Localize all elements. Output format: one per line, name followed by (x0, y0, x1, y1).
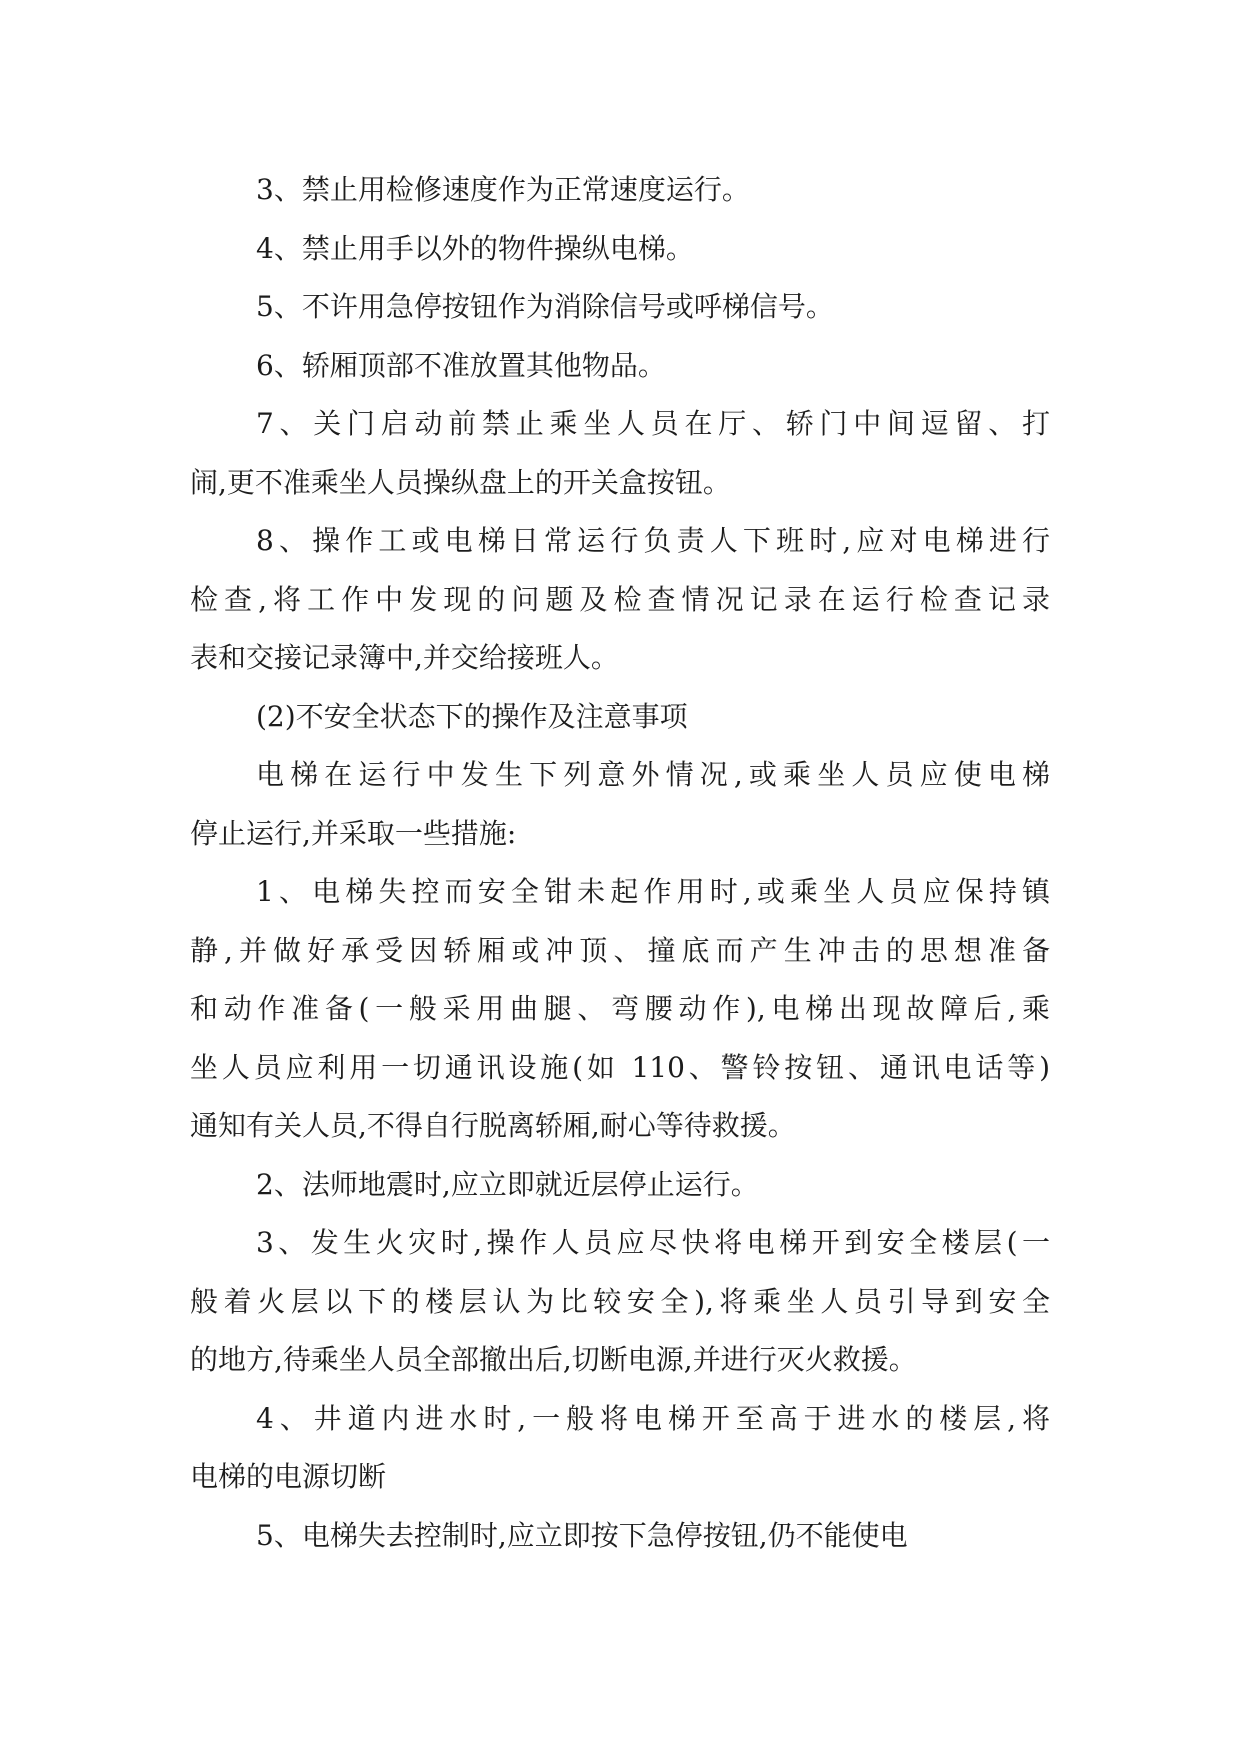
text-line: 电梯的电源切断 (190, 1460, 387, 1493)
paragraph (190, 278, 1050, 337)
paragraph (190, 161, 1050, 220)
paragraph (190, 688, 1050, 747)
text-line: 6、轿厢顶部不准放置其他物品。 (256, 348, 666, 382)
paragraph (190, 863, 1050, 1156)
text-line: 静,并做好承受因轿厢或冲顶、撞底而产生冲击的思想准备 (190, 933, 1050, 967)
paragraph (190, 220, 1050, 279)
document-body (190, 161, 1050, 1565)
paragraph (190, 512, 1050, 688)
text-line: 坐人员应利用一切通讯设施(如 110、警铃按钮、通讯电话等) (190, 1050, 1050, 1084)
paragraph (190, 1214, 1050, 1390)
paragraph (190, 746, 1050, 863)
text-line: 检查,将工作中发现的问题及检查情况记录在运行检查记录 (190, 582, 1050, 616)
text-line: 和动作准备(一般采用曲腿、弯腰动作),电梯出现故障后,乘 (190, 992, 1050, 1025)
paragraph (190, 1507, 1050, 1566)
text-line: 停止运行,并采取一些措施: (190, 816, 517, 850)
text-line: 2、法师地震时,应立即就近层停止运行。 (256, 1167, 759, 1201)
text-line: 4、井道内进水时,一般将电梯开至高于进水的楼层,将 (256, 1401, 1050, 1435)
text-line: 般着火层以下的楼层认为比较安全),将乘坐人员引导到安全 (190, 1284, 1050, 1318)
text-line: 电梯在运行中发生下列意外情况,或乘坐人员应使电梯 (256, 758, 1050, 791)
text-line: 4、禁止用手以外的物件操纵电梯。 (256, 231, 694, 265)
paragraph (190, 1390, 1050, 1507)
text-line: 通知有关人员,不得自行脱离轿厢,耐心等待救援。 (190, 1109, 796, 1142)
text-line: 的地方,待乘坐人员全部撤出后,切断电源,并进行灭火救援。 (190, 1343, 917, 1376)
text-line: 3、禁止用检修速度作为正常速度运行。 (256, 173, 750, 206)
paragraph (190, 1156, 1050, 1215)
text-line: 闹,更不准乘坐人员操纵盘上的开关盒按钮。 (190, 465, 731, 499)
text-line: 3、发生火灾时,操作人员应尽快将电梯开到安全楼层(一 (256, 1226, 1050, 1259)
text-line: 7、关门启动前禁止乘坐人员在厅、轿门中间逗留、打 (256, 407, 1050, 440)
text-line: 5、电梯失去控制时,应立即按下急停按钮,仍不能使电 (256, 1518, 908, 1552)
text-line: (2)不安全状态下的操作及注意事项 (256, 699, 688, 733)
text-line: 8、操作工或电梯日常运行负责人下班时,应对电梯进行 (256, 524, 1050, 557)
paragraph (190, 395, 1050, 512)
text-line: 表和交接记录簿中,并交给接班人。 (190, 641, 619, 674)
text-line: 5、不许用急停按钮作为消除信号或呼梯信号。 (256, 290, 834, 323)
paragraph (190, 337, 1050, 396)
text-line: 1、电梯失控而安全钳未起作用时,或乘坐人员应保持镇 (256, 875, 1050, 908)
